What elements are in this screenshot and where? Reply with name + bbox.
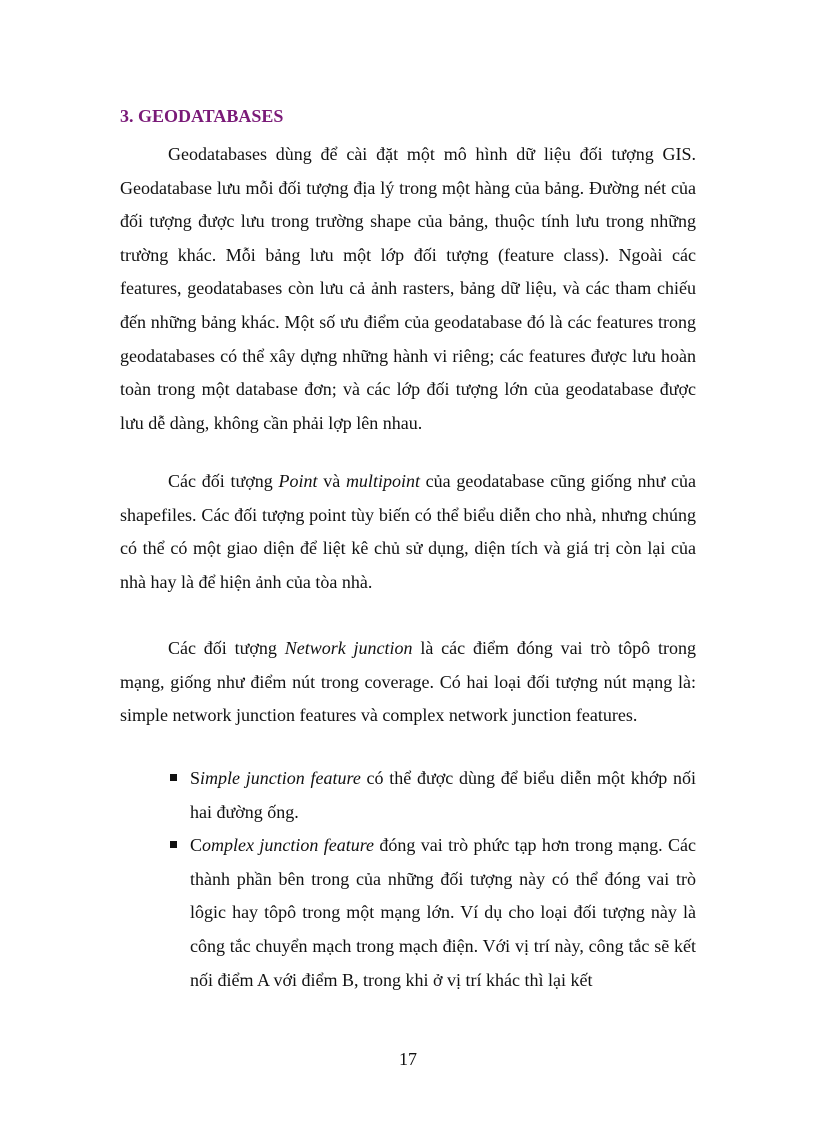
paragraph-network-junction <box>120 632 696 733</box>
italic-term-network-junction: Network junction <box>284 638 413 658</box>
italic-term-multipoint: multipoint <box>345 471 420 491</box>
paragraph-text: của geodatabase cũng giống như của shapefiles. Các đối tượng point tùy biến có thể biểu diễn cho nhà, nhưng chúng có thể có một giao diện để liệt kê chủ sử dụng, diện tích và giá trị còn lại của nhà hay là để hiện ảnh của tòa nhà. <box>120 471 697 592</box>
paragraph-text: Các đối tượng <box>168 471 279 491</box>
paragraph-text: và <box>317 471 346 491</box>
bullet-text: có thể được dùng để biểu diễn một khớp nối hai đường ống. <box>190 768 696 822</box>
junction-types-list <box>168 762 696 997</box>
section-heading: 3. GEODATABASES <box>120 106 284 126</box>
bullet-text: đóng vai trò phức tạp hơn trong mạng. Các thành phần bên trong của những đối tượng này có thể đóng vai trò lôgic hay tôpô trong một mạng lớn. Ví dụ cho loại đối tượng này là công tắc chuyển mạch trong mạch điện. Với vị trí này, công tắc sẽ kết nối điểm A với điểm B, trong khi ở vị trí khác thì lại kết <box>190 835 696 990</box>
paragraph-point-multipoint <box>120 465 696 599</box>
square-bullet-icon <box>170 841 177 848</box>
list-item <box>168 829 696 997</box>
page-number: 17 <box>399 1049 417 1069</box>
italic-term-point: Point <box>278 471 318 491</box>
bullet-lead: C <box>190 835 203 856</box>
paragraph-text: Các đối tượng <box>168 638 285 658</box>
bullet-lead: S <box>190 768 201 788</box>
bullet-italic-term: omplex junction feature <box>202 835 375 856</box>
bullet-italic-term: imple junction feature <box>200 768 361 788</box>
paragraph-text: là các điểm đóng vai trò tôpô trong mạng, giống như điểm nút trong coverage. Có hai loại đối tượng nút mạng là: simple network junction features và complex network junction features. <box>120 638 696 726</box>
document-page <box>120 0 696 1123</box>
paragraph-geodatabases-intro <box>120 138 696 440</box>
square-bullet-icon <box>170 774 177 781</box>
paragraph-text: Geodatabases dùng để cài đặt một mô hình dữ liệu đối tượng GIS. Geodatabase lưu mỗi đối tượng địa lý trong một hàng của bảng. Đường nét của đối tượng được lưu trong trường shape của bảng, thuộc tính lưu trong những trường khác. Mỗi bảng lưu một lớp đối tượng (feature class). Ngoài các features, geodatabases còn lưu cả ảnh rasters, bảng dữ liệu, và các tham chiếu đến những bảng khác. Một số ưu điểm của geodatabase đó là các features trong geodatabases có thể xây dựng những hành vi riêng; các features được lưu hoàn toàn trong một database đơn; và các lớp đối tượng lớn của geodatabase được lưu dễ dàng, không cần phải lợp lên nhau. <box>120 144 696 433</box>
list-item <box>168 762 696 829</box>
